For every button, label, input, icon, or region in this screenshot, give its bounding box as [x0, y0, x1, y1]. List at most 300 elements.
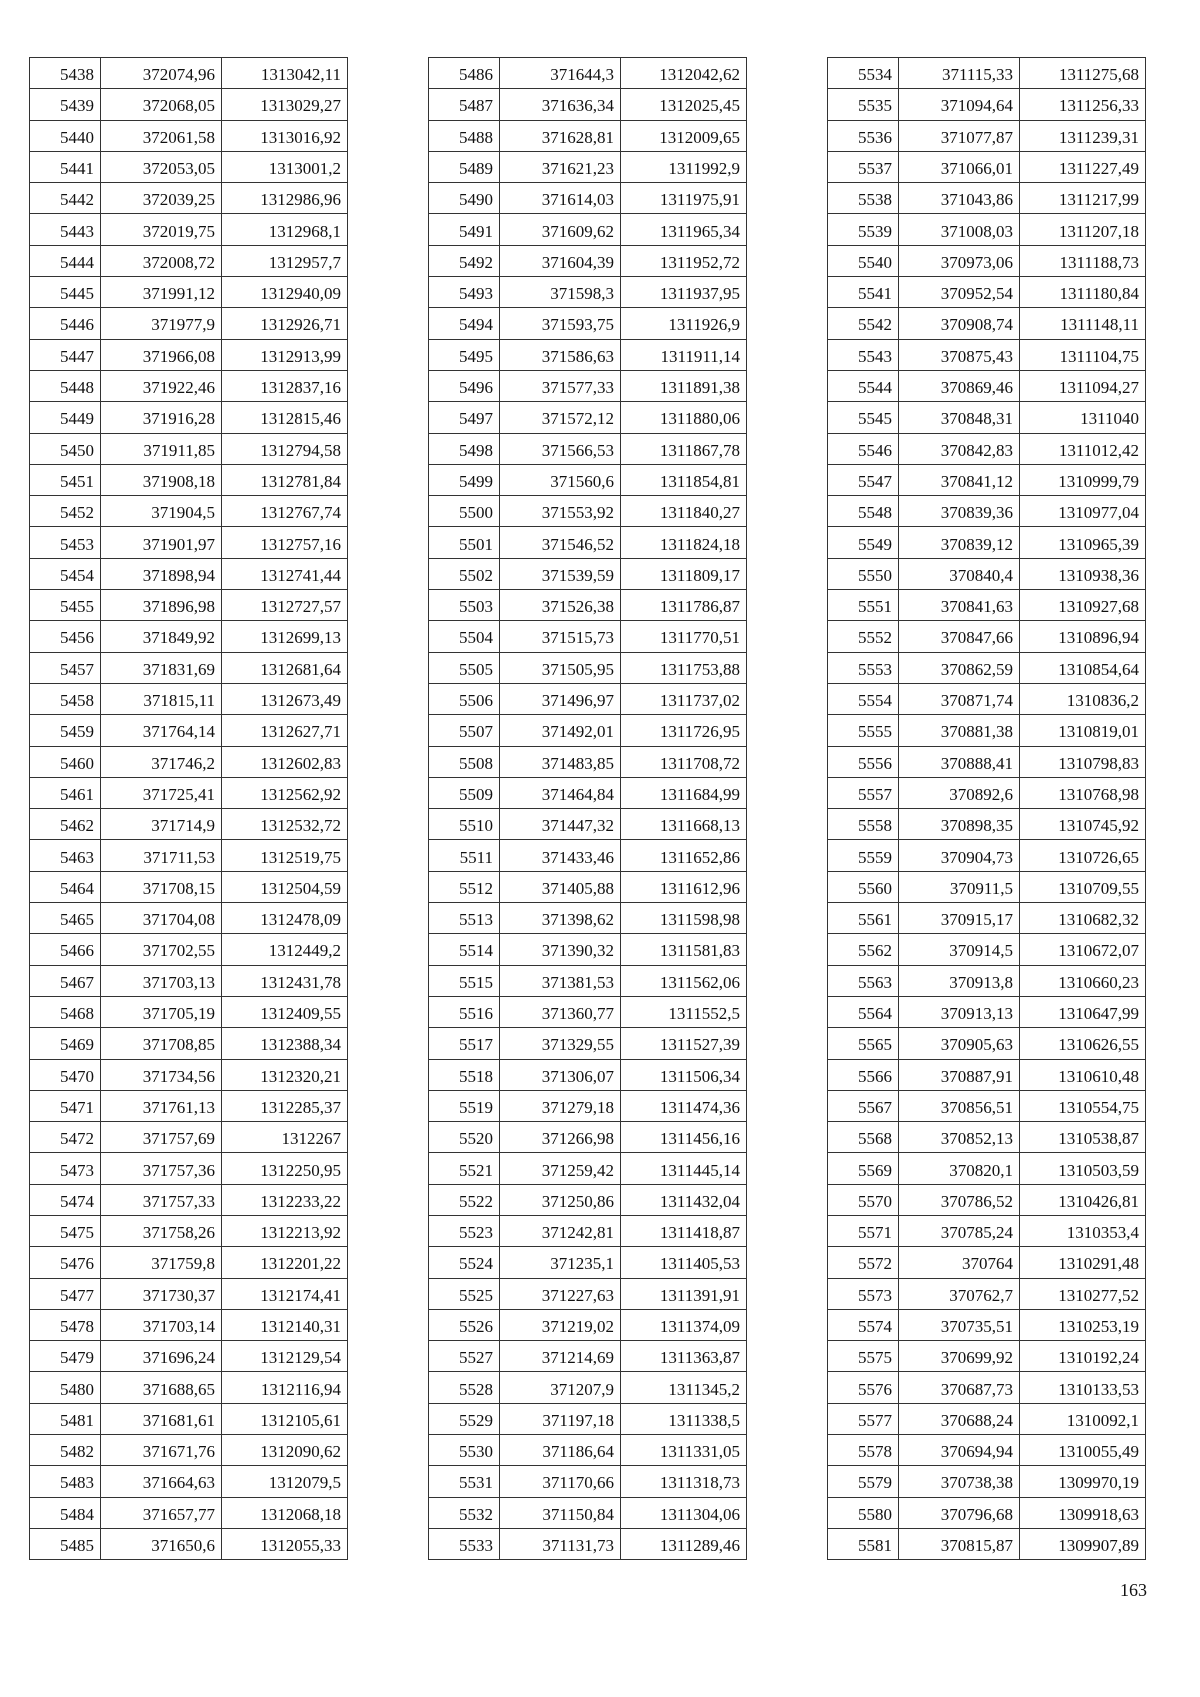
- y-coordinate-cell: 1312090,62: [222, 1435, 348, 1466]
- x-coordinate-cell: 371757,36: [101, 1153, 222, 1184]
- table-row: [429, 1028, 747, 1059]
- point-number-cell: 5441: [30, 151, 101, 182]
- x-coordinate-cell: 370687,73: [899, 1372, 1020, 1403]
- point-number-cell: 5503: [429, 590, 500, 621]
- point-number-cell: 5574: [828, 1309, 899, 1340]
- y-coordinate-cell: 1311318,73: [621, 1466, 747, 1497]
- point-number-cell: 5452: [30, 496, 101, 527]
- x-coordinate-cell: 371566,53: [500, 433, 621, 464]
- x-coordinate-cell: 371390,32: [500, 934, 621, 965]
- y-coordinate-cell: 1310798,83: [1020, 746, 1146, 777]
- coordinate-table-1: [29, 57, 348, 1560]
- table-row: [828, 903, 1146, 934]
- point-number-cell: 5532: [429, 1497, 500, 1528]
- y-coordinate-cell: 1311094,27: [1020, 370, 1146, 401]
- x-coordinate-cell: 371704,08: [101, 903, 222, 934]
- y-coordinate-cell: 1312562,92: [222, 777, 348, 808]
- x-coordinate-cell: 371515,73: [500, 621, 621, 652]
- y-coordinate-cell: 1311180,84: [1020, 277, 1146, 308]
- point-number-cell: 5568: [828, 1122, 899, 1153]
- y-coordinate-cell: 1311256,33: [1020, 89, 1146, 120]
- point-number-cell: 5487: [429, 89, 500, 120]
- table-row: [429, 183, 747, 214]
- x-coordinate-cell: 371614,03: [500, 183, 621, 214]
- table-row: [429, 1528, 747, 1559]
- x-coordinate-cell: 370908,74: [899, 308, 1020, 339]
- table-row: [429, 464, 747, 495]
- x-coordinate-cell: 371598,3: [500, 277, 621, 308]
- table-row: [429, 1497, 747, 1528]
- table-row: [828, 777, 1146, 808]
- x-coordinate-cell: 371214,69: [500, 1341, 621, 1372]
- x-coordinate-cell: 371433,46: [500, 840, 621, 871]
- y-coordinate-cell: 1311275,68: [1020, 58, 1146, 89]
- point-number-cell: 5500: [429, 496, 500, 527]
- y-coordinate-cell: 1312673,49: [222, 683, 348, 714]
- point-number-cell: 5501: [429, 527, 500, 558]
- y-coordinate-cell: 1311456,16: [621, 1122, 747, 1153]
- point-number-cell: 5541: [828, 277, 899, 308]
- point-number-cell: 5533: [429, 1528, 500, 1559]
- table-row: [429, 621, 747, 652]
- table-row: [429, 1309, 747, 1340]
- y-coordinate-cell: 1312699,13: [222, 621, 348, 652]
- point-number-cell: 5438: [30, 58, 101, 89]
- y-coordinate-cell: 1312940,09: [222, 277, 348, 308]
- x-coordinate-cell: 372068,05: [101, 89, 222, 120]
- point-number-cell: 5530: [429, 1435, 500, 1466]
- y-coordinate-cell: 1312285,37: [222, 1090, 348, 1121]
- table-row: [30, 903, 348, 934]
- table-row: [828, 277, 1146, 308]
- table-row: [429, 58, 747, 89]
- y-coordinate-cell: 1310854,64: [1020, 652, 1146, 683]
- x-coordinate-cell: 371329,55: [500, 1028, 621, 1059]
- table-row: [30, 996, 348, 1027]
- y-coordinate-cell: 1310291,48: [1020, 1247, 1146, 1278]
- x-coordinate-cell: 370839,36: [899, 496, 1020, 527]
- y-coordinate-cell: 1313016,92: [222, 120, 348, 151]
- x-coordinate-cell: 371671,76: [101, 1435, 222, 1466]
- x-coordinate-cell: 370796,68: [899, 1497, 1020, 1528]
- point-number-cell: 5536: [828, 120, 899, 151]
- y-coordinate-cell: 1311840,27: [621, 496, 747, 527]
- y-coordinate-cell: 1311652,86: [621, 840, 747, 871]
- table-row: [828, 245, 1146, 276]
- table-row: [30, 1122, 348, 1153]
- point-number-cell: 5565: [828, 1028, 899, 1059]
- x-coordinate-cell: 371702,55: [101, 934, 222, 965]
- table-row: [30, 934, 348, 965]
- point-number-cell: 5515: [429, 965, 500, 996]
- point-number-cell: 5519: [429, 1090, 500, 1121]
- table-row: [30, 809, 348, 840]
- x-coordinate-cell: 371447,32: [500, 809, 621, 840]
- point-number-cell: 5447: [30, 339, 101, 370]
- point-number-cell: 5520: [429, 1122, 500, 1153]
- point-number-cell: 5502: [429, 558, 500, 589]
- x-coordinate-cell: 370762,7: [899, 1278, 1020, 1309]
- y-coordinate-cell: 1311854,81: [621, 464, 747, 495]
- x-coordinate-cell: 371496,97: [500, 683, 621, 714]
- table-row: [429, 151, 747, 182]
- x-coordinate-cell: 370888,41: [899, 746, 1020, 777]
- table-row: [429, 996, 747, 1027]
- table-row: [828, 1059, 1146, 1090]
- x-coordinate-cell: 371916,28: [101, 402, 222, 433]
- x-coordinate-cell: 370815,87: [899, 1528, 1020, 1559]
- x-coordinate-cell: 371572,12: [500, 402, 621, 433]
- x-coordinate-cell: 371977,9: [101, 308, 222, 339]
- x-coordinate-cell: 371609,62: [500, 214, 621, 245]
- y-coordinate-cell: 1311581,83: [621, 934, 747, 965]
- y-coordinate-cell: 1312968,1: [222, 214, 348, 245]
- x-coordinate-cell: 371150,84: [500, 1497, 621, 1528]
- table-row: [30, 58, 348, 89]
- point-number-cell: 5535: [828, 89, 899, 120]
- y-coordinate-cell: 1312129,54: [222, 1341, 348, 1372]
- table-row: [828, 339, 1146, 370]
- table-row: [828, 1372, 1146, 1403]
- table-row: [828, 996, 1146, 1027]
- x-coordinate-cell: 371896,98: [101, 590, 222, 621]
- point-number-cell: 5483: [30, 1466, 101, 1497]
- x-coordinate-cell: 371708,15: [101, 871, 222, 902]
- table-body: [429, 58, 747, 1560]
- table-row: [828, 746, 1146, 777]
- point-number-cell: 5531: [429, 1466, 500, 1497]
- table-row: [30, 1497, 348, 1528]
- table-row: [429, 809, 747, 840]
- x-coordinate-cell: 371131,73: [500, 1528, 621, 1559]
- y-coordinate-cell: 1311304,06: [621, 1497, 747, 1528]
- x-coordinate-cell: 370785,24: [899, 1215, 1020, 1246]
- y-coordinate-cell: 1311965,34: [621, 214, 747, 245]
- point-number-cell: 5495: [429, 339, 500, 370]
- point-number-cell: 5534: [828, 58, 899, 89]
- y-coordinate-cell: 1312042,62: [621, 58, 747, 89]
- y-coordinate-cell: 1311770,51: [621, 621, 747, 652]
- table-body: [30, 58, 348, 1560]
- x-coordinate-cell: 371560,6: [500, 464, 621, 495]
- table-row: [828, 809, 1146, 840]
- point-number-cell: 5555: [828, 715, 899, 746]
- x-coordinate-cell: 371849,92: [101, 621, 222, 652]
- x-coordinate-cell: 371764,14: [101, 715, 222, 746]
- table-row: [429, 1059, 747, 1090]
- y-coordinate-cell: 1311148,11: [1020, 308, 1146, 339]
- point-number-cell: 5522: [429, 1184, 500, 1215]
- y-coordinate-cell: 1311418,87: [621, 1215, 747, 1246]
- point-number-cell: 5551: [828, 590, 899, 621]
- table-row: [30, 1215, 348, 1246]
- table-row: [30, 1528, 348, 1559]
- point-number-cell: 5566: [828, 1059, 899, 1090]
- y-coordinate-cell: 1312449,2: [222, 934, 348, 965]
- point-number-cell: 5484: [30, 1497, 101, 1528]
- x-coordinate-cell: 371505,95: [500, 652, 621, 683]
- point-number-cell: 5552: [828, 621, 899, 652]
- y-coordinate-cell: 1310709,55: [1020, 871, 1146, 902]
- table-row: [30, 621, 348, 652]
- y-coordinate-cell: 1312105,61: [222, 1403, 348, 1434]
- table-row: [429, 1466, 747, 1497]
- x-coordinate-cell: 371759,8: [101, 1247, 222, 1278]
- table-row: [828, 1122, 1146, 1153]
- y-coordinate-cell: 1310726,65: [1020, 840, 1146, 871]
- table-row: [429, 1278, 747, 1309]
- table-row: [30, 1309, 348, 1340]
- table-row: [30, 777, 348, 808]
- point-number-cell: 5577: [828, 1403, 899, 1434]
- table-row: [30, 715, 348, 746]
- x-coordinate-cell: 370840,4: [899, 558, 1020, 589]
- y-coordinate-cell: 1311668,13: [621, 809, 747, 840]
- x-coordinate-cell: 371703,13: [101, 965, 222, 996]
- point-number-cell: 5563: [828, 965, 899, 996]
- point-number-cell: 5570: [828, 1184, 899, 1215]
- table-row: [429, 715, 747, 746]
- x-coordinate-cell: 371235,1: [500, 1247, 621, 1278]
- y-coordinate-cell: 1310896,94: [1020, 621, 1146, 652]
- y-coordinate-cell: 1311506,34: [621, 1059, 747, 1090]
- point-number-cell: 5481: [30, 1403, 101, 1434]
- point-number-cell: 5511: [429, 840, 500, 871]
- x-coordinate-cell: 370869,46: [899, 370, 1020, 401]
- x-coordinate-cell: 371688,65: [101, 1372, 222, 1403]
- point-number-cell: 5479: [30, 1341, 101, 1372]
- table-row: [30, 464, 348, 495]
- x-coordinate-cell: 371492,01: [500, 715, 621, 746]
- y-coordinate-cell: 1312409,55: [222, 996, 348, 1027]
- x-coordinate-cell: 371526,38: [500, 590, 621, 621]
- point-number-cell: 5516: [429, 996, 500, 1027]
- y-coordinate-cell: 1311753,88: [621, 652, 747, 683]
- y-coordinate-cell: 1311374,09: [621, 1309, 747, 1340]
- point-number-cell: 5507: [429, 715, 500, 746]
- table-row: [429, 89, 747, 120]
- table-row: [828, 1153, 1146, 1184]
- x-coordinate-cell: 371922,46: [101, 370, 222, 401]
- x-coordinate-cell: 371242,81: [500, 1215, 621, 1246]
- point-number-cell: 5510: [429, 809, 500, 840]
- point-number-cell: 5497: [429, 402, 500, 433]
- x-coordinate-cell: 370852,13: [899, 1122, 1020, 1153]
- y-coordinate-cell: 1311952,72: [621, 245, 747, 276]
- y-coordinate-cell: 1312025,45: [621, 89, 747, 120]
- table-row: [828, 370, 1146, 401]
- point-number-cell: 5455: [30, 590, 101, 621]
- table-row: [828, 402, 1146, 433]
- x-coordinate-cell: 371197,18: [500, 1403, 621, 1434]
- point-number-cell: 5485: [30, 1528, 101, 1559]
- point-number-cell: 5581: [828, 1528, 899, 1559]
- point-number-cell: 5440: [30, 120, 101, 151]
- point-number-cell: 5490: [429, 183, 500, 214]
- table-row: [30, 1403, 348, 1434]
- x-coordinate-cell: 371703,14: [101, 1309, 222, 1340]
- point-number-cell: 5443: [30, 214, 101, 245]
- x-coordinate-cell: 371911,85: [101, 433, 222, 464]
- point-number-cell: 5496: [429, 370, 500, 401]
- y-coordinate-cell: 1312140,31: [222, 1309, 348, 1340]
- x-coordinate-cell: 370913,8: [899, 965, 1020, 996]
- point-number-cell: 5442: [30, 183, 101, 214]
- point-number-cell: 5517: [429, 1028, 500, 1059]
- table-row: [429, 120, 747, 151]
- x-coordinate-cell: 370862,59: [899, 652, 1020, 683]
- y-coordinate-cell: 1312913,99: [222, 339, 348, 370]
- point-number-cell: 5480: [30, 1372, 101, 1403]
- table-row: [30, 965, 348, 996]
- table-row: [30, 433, 348, 464]
- table-row: [429, 527, 747, 558]
- y-coordinate-cell: 1312815,46: [222, 402, 348, 433]
- x-coordinate-cell: 372061,58: [101, 120, 222, 151]
- y-coordinate-cell: 1311598,98: [621, 903, 747, 934]
- table-row: [429, 934, 747, 965]
- y-coordinate-cell: 1312757,16: [222, 527, 348, 558]
- x-coordinate-cell: 371539,59: [500, 558, 621, 589]
- x-coordinate-cell: 370871,74: [899, 683, 1020, 714]
- table-row: [30, 652, 348, 683]
- y-coordinate-cell: 1311926,9: [621, 308, 747, 339]
- x-coordinate-cell: 371186,64: [500, 1435, 621, 1466]
- x-coordinate-cell: 371115,33: [899, 58, 1020, 89]
- table-row: [828, 1309, 1146, 1340]
- x-coordinate-cell: 371757,69: [101, 1122, 222, 1153]
- x-coordinate-cell: 372053,05: [101, 151, 222, 182]
- x-coordinate-cell: 370973,06: [899, 245, 1020, 276]
- table-row: [429, 1184, 747, 1215]
- point-number-cell: 5504: [429, 621, 500, 652]
- y-coordinate-cell: 1312957,7: [222, 245, 348, 276]
- y-coordinate-cell: 1311012,42: [1020, 433, 1146, 464]
- point-number-cell: 5459: [30, 715, 101, 746]
- x-coordinate-cell: 370904,73: [899, 840, 1020, 871]
- y-coordinate-cell: 1311345,2: [621, 1372, 747, 1403]
- table-row: [828, 527, 1146, 558]
- point-number-cell: 5449: [30, 402, 101, 433]
- point-number-cell: 5451: [30, 464, 101, 495]
- x-coordinate-cell: 371170,66: [500, 1466, 621, 1497]
- table-row: [429, 496, 747, 527]
- x-coordinate-cell: 371815,11: [101, 683, 222, 714]
- x-coordinate-cell: 371381,53: [500, 965, 621, 996]
- x-coordinate-cell: 371483,85: [500, 746, 621, 777]
- point-number-cell: 5482: [30, 1435, 101, 1466]
- y-coordinate-cell: 1310538,87: [1020, 1122, 1146, 1153]
- table-row: [30, 1247, 348, 1278]
- y-coordinate-cell: 1311737,02: [621, 683, 747, 714]
- point-number-cell: 5508: [429, 746, 500, 777]
- x-coordinate-cell: 370842,83: [899, 433, 1020, 464]
- point-number-cell: 5439: [30, 89, 101, 120]
- table-row: [30, 1028, 348, 1059]
- point-number-cell: 5557: [828, 777, 899, 808]
- table-row: [828, 433, 1146, 464]
- y-coordinate-cell: 1310647,99: [1020, 996, 1146, 1027]
- y-coordinate-cell: 1310503,59: [1020, 1153, 1146, 1184]
- table-row: [429, 1435, 747, 1466]
- x-coordinate-cell: 371681,61: [101, 1403, 222, 1434]
- point-number-cell: 5576: [828, 1372, 899, 1403]
- x-coordinate-cell: 370915,17: [899, 903, 1020, 934]
- y-coordinate-cell: 1311527,39: [621, 1028, 747, 1059]
- y-coordinate-cell: 1310133,53: [1020, 1372, 1146, 1403]
- x-coordinate-cell: 371577,33: [500, 370, 621, 401]
- table-row: [429, 339, 747, 370]
- point-number-cell: 5489: [429, 151, 500, 182]
- point-number-cell: 5512: [429, 871, 500, 902]
- point-number-cell: 5477: [30, 1278, 101, 1309]
- table-row: [30, 1341, 348, 1372]
- y-coordinate-cell: 1312837,16: [222, 370, 348, 401]
- x-coordinate-cell: 371644,3: [500, 58, 621, 89]
- table-row: [828, 214, 1146, 245]
- y-coordinate-cell: 1311040: [1020, 402, 1146, 433]
- x-coordinate-cell: 372074,96: [101, 58, 222, 89]
- point-number-cell: 5518: [429, 1059, 500, 1090]
- y-coordinate-cell: 1311391,91: [621, 1278, 747, 1309]
- point-number-cell: 5537: [828, 151, 899, 182]
- point-number-cell: 5572: [828, 1247, 899, 1278]
- x-coordinate-cell: 371266,98: [500, 1122, 621, 1153]
- table-row: [828, 151, 1146, 182]
- y-coordinate-cell: 1311331,05: [621, 1435, 747, 1466]
- y-coordinate-cell: 1312532,72: [222, 809, 348, 840]
- point-number-cell: 5498: [429, 433, 500, 464]
- y-coordinate-cell: 1312602,83: [222, 746, 348, 777]
- point-number-cell: 5464: [30, 871, 101, 902]
- y-coordinate-cell: 1310977,04: [1020, 496, 1146, 527]
- table-row: [429, 1247, 747, 1278]
- point-number-cell: 5560: [828, 871, 899, 902]
- table-row: [30, 402, 348, 433]
- x-coordinate-cell: 371546,52: [500, 527, 621, 558]
- point-number-cell: 5578: [828, 1435, 899, 1466]
- point-number-cell: 5580: [828, 1497, 899, 1528]
- table-row: [828, 715, 1146, 746]
- point-number-cell: 5556: [828, 746, 899, 777]
- table-row: [429, 433, 747, 464]
- point-number-cell: 5470: [30, 1059, 101, 1090]
- table-row: [828, 1028, 1146, 1059]
- table-row: [429, 277, 747, 308]
- point-number-cell: 5467: [30, 965, 101, 996]
- x-coordinate-cell: 371636,34: [500, 89, 621, 120]
- point-number-cell: 5465: [30, 903, 101, 934]
- y-coordinate-cell: 1312320,21: [222, 1059, 348, 1090]
- table-row: [828, 1403, 1146, 1434]
- y-coordinate-cell: 1310610,48: [1020, 1059, 1146, 1090]
- point-number-cell: 5542: [828, 308, 899, 339]
- point-number-cell: 5454: [30, 558, 101, 589]
- point-number-cell: 5521: [429, 1153, 500, 1184]
- y-coordinate-cell: 1311726,95: [621, 715, 747, 746]
- y-coordinate-cell: 1311104,75: [1020, 339, 1146, 370]
- x-coordinate-cell: 370905,63: [899, 1028, 1020, 1059]
- table-row: [828, 621, 1146, 652]
- y-coordinate-cell: 1311405,53: [621, 1247, 747, 1278]
- x-coordinate-cell: 371908,18: [101, 464, 222, 495]
- x-coordinate-cell: 371746,2: [101, 746, 222, 777]
- table-row: [828, 1090, 1146, 1121]
- point-number-cell: 5466: [30, 934, 101, 965]
- y-coordinate-cell: 1312627,71: [222, 715, 348, 746]
- x-coordinate-cell: 371657,77: [101, 1497, 222, 1528]
- point-number-cell: 5545: [828, 402, 899, 433]
